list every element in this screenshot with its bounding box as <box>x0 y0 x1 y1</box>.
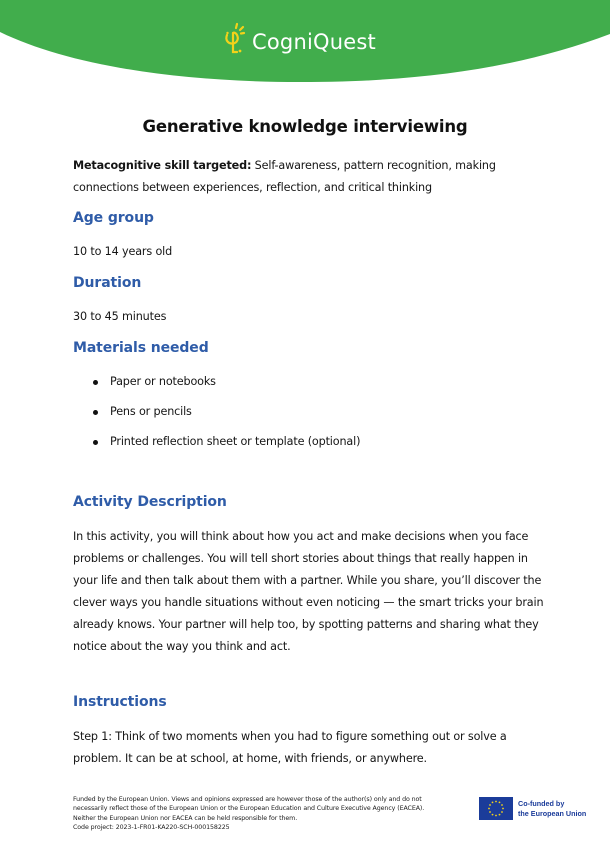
page-title: Generative knowledge interviewing <box>142 117 468 136</box>
list-item <box>93 371 360 401</box>
skill-targeted-text-line1: Self-awareness, pattern recognition, making <box>251 159 496 172</box>
eu-cofunded-badge <box>479 797 586 820</box>
skill-targeted-paragraph <box>73 155 548 199</box>
paragraph-line: problem. It can be at school, at home, with friends, or anywhere. <box>73 752 427 765</box>
paragraph-line: your life and then talk about them with a partner. While you share, you’ll discover the <box>73 574 542 587</box>
paragraph-line: notice about the way you think and act. <box>73 640 291 653</box>
paragraph-line: Step 1: Think of two moments when you had to figure something out or solve a <box>73 730 507 743</box>
section-heading-materials: Materials needed <box>73 340 209 356</box>
eu-label-line2: the European Union <box>518 808 587 818</box>
materials-list <box>93 371 360 461</box>
paragraph-line: problems or challenges. You will tell short stories about things that really happen in <box>73 552 528 565</box>
paragraph-line: In this activity, you will think about how you act and make decisions when you face <box>73 530 529 543</box>
age-group-value: 10 to 14 years old <box>73 245 173 258</box>
eu-label-line1: Co-funded by <box>518 799 565 808</box>
eu-flag-icon <box>479 797 513 820</box>
disclaimer-line: Funded by the European Union. Views and opinions expressed are however those of the author(s) only and do not <box>73 796 422 803</box>
duration-value: 30 to 45 minutes <box>73 310 167 323</box>
eu-cofunded-label <box>518 799 586 818</box>
section-heading-instructions: Instructions <box>73 694 167 710</box>
bullet-icon <box>93 440 98 445</box>
lightbulb-figure-icon <box>222 21 250 57</box>
section-heading-duration: Duration <box>73 275 142 291</box>
disclaimer-line: Neither the European Union nor EACEA can be held responsible for them. <box>73 814 298 822</box>
paragraph-line: clever ways you handle situations without even noticing — the smart tricks your brain <box>73 596 544 609</box>
brand-logo <box>222 20 376 58</box>
list-item-text: Paper or notebooks <box>110 375 216 388</box>
list-item <box>93 401 360 431</box>
paragraph-line: already knows. Your partner will help too, by spotting patterns and sharing what they <box>73 618 539 631</box>
footer-disclaimer <box>73 795 473 832</box>
section-heading-activity-description: Activity Description <box>73 494 227 510</box>
skill-targeted-label: Metacognitive skill targeted: <box>73 159 252 172</box>
project-code: Code project: 2023-1-FR01-KA220-SCH-000158225 <box>73 823 230 831</box>
list-item-text: Pens or pencils <box>110 405 192 418</box>
skill-targeted-text-line2: connections between experiences, reflection, and critical thinking <box>73 181 432 194</box>
brand-name: CogniQuest <box>252 29 376 54</box>
bullet-icon <box>93 410 98 415</box>
list-item-text: Printed reflection sheet or template (optional) <box>110 435 361 448</box>
instructions-step-1 <box>73 726 548 770</box>
bullet-icon <box>93 380 98 385</box>
list-item <box>93 431 360 461</box>
disclaimer-line: necessarily reflect those of the European Union or the European Education and Culture Executive Agency (EACEA). <box>73 805 425 813</box>
activity-description-paragraph <box>73 526 548 658</box>
section-heading-age-group: Age group <box>73 210 154 226</box>
